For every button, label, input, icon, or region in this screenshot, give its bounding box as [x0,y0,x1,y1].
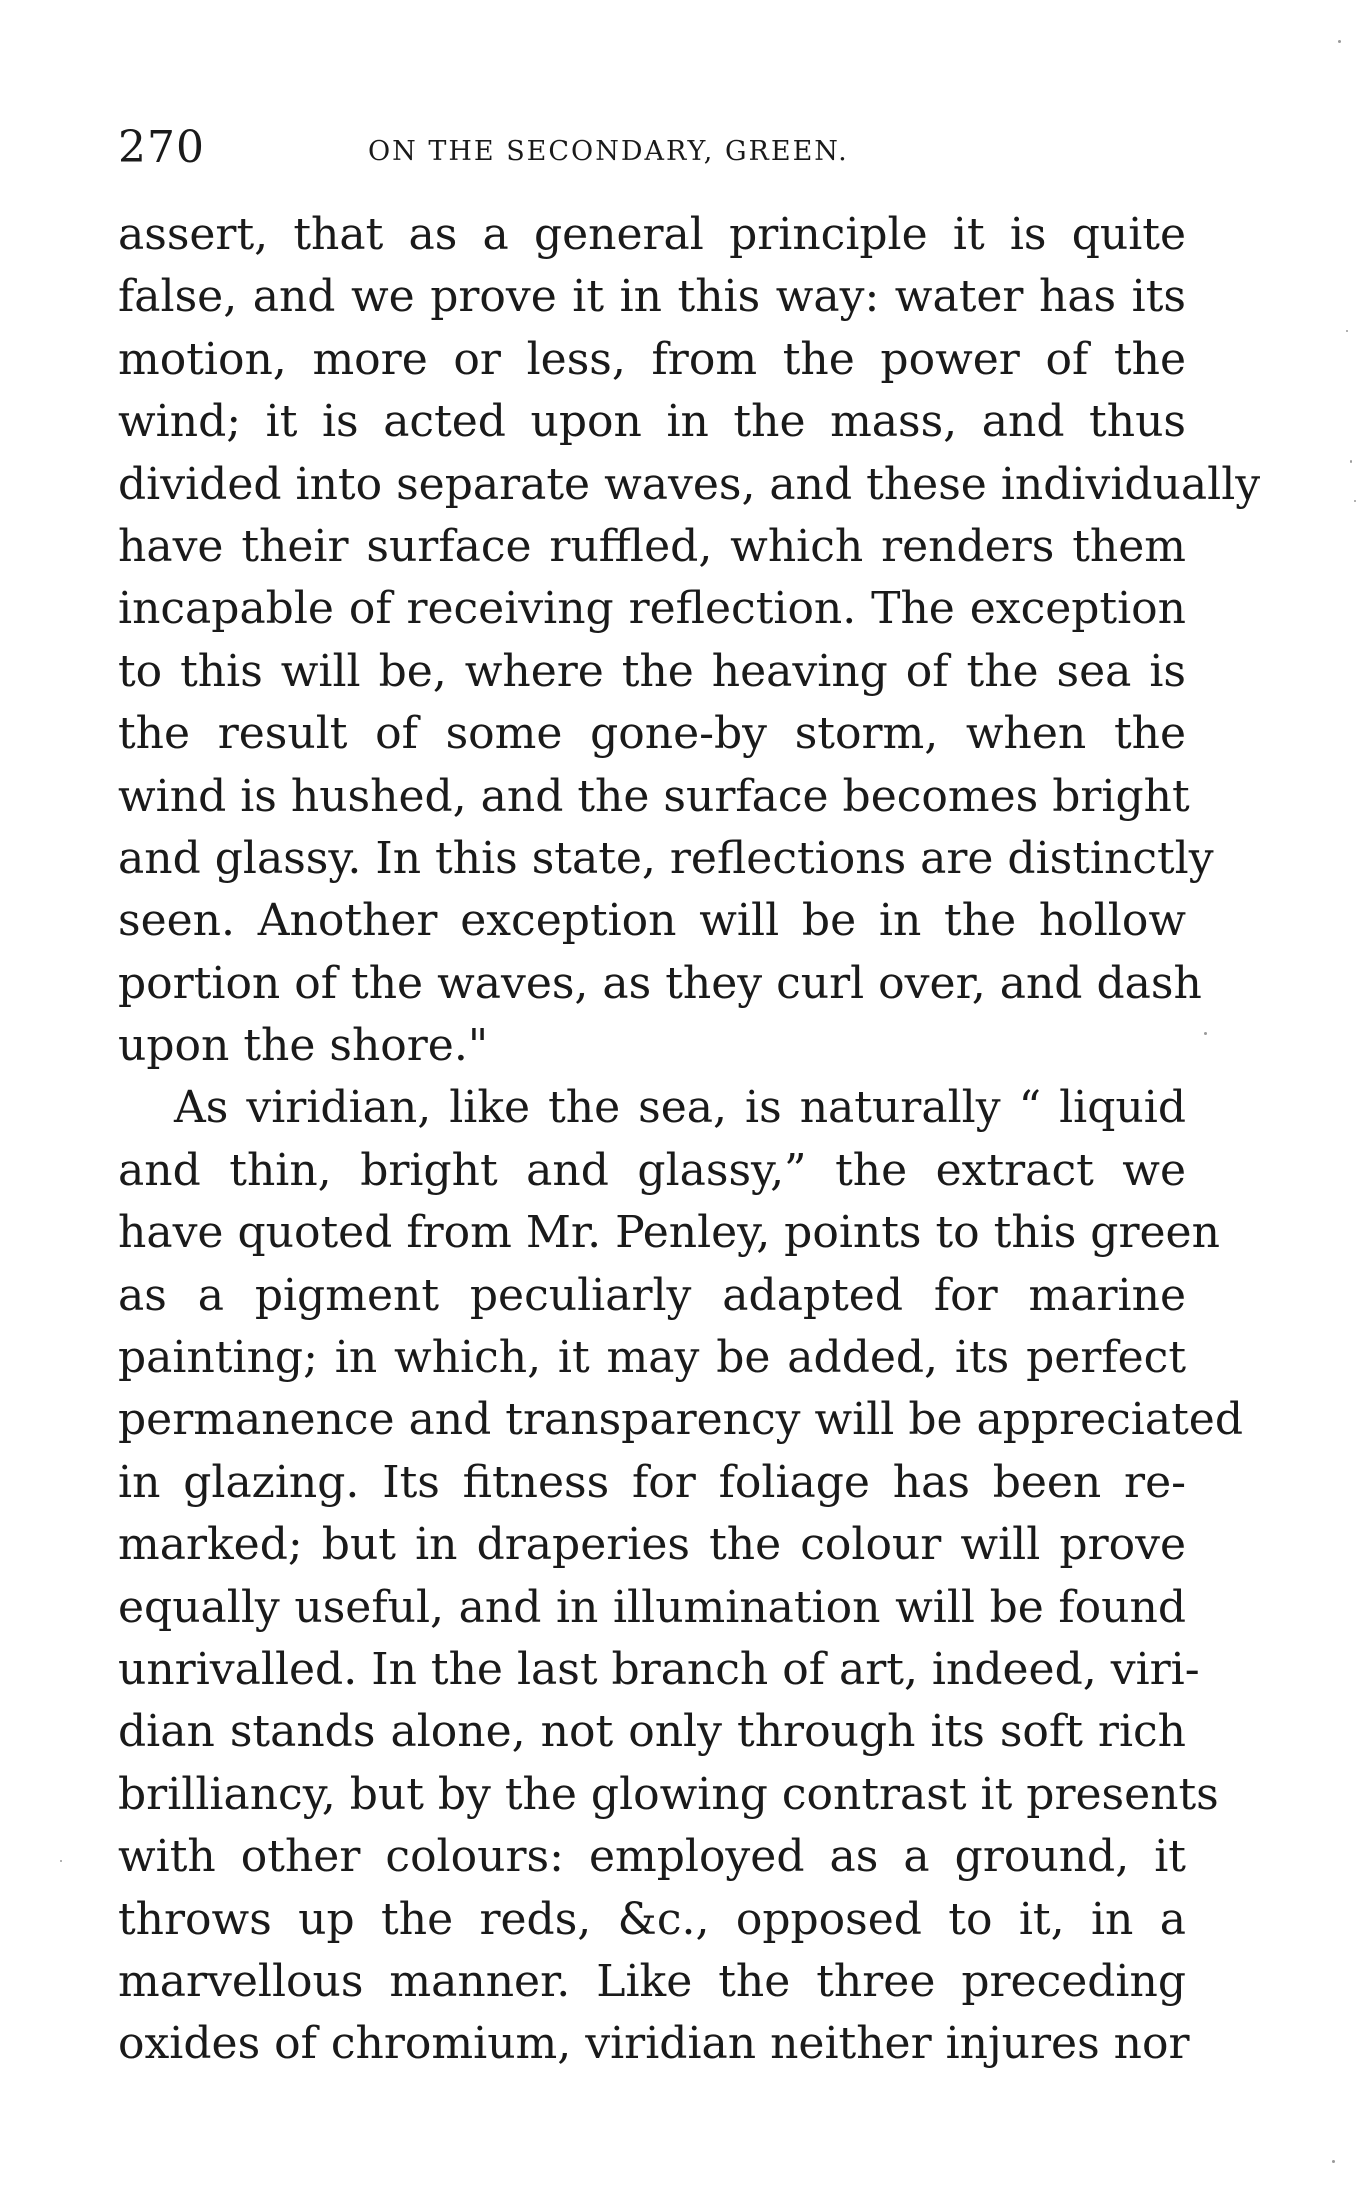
running-head [118,118,1198,178]
text-line: to this will be, where the heaving of the sea is [118,645,1186,697]
text-line: divided into separate waves, and these individually [118,458,1261,510]
text-line: have quoted from Mr. Penley, points to this green [118,1207,1220,1259]
paper-speck [1204,1032,1207,1035]
text-line: painting; in which, it may be added, its perfect [118,1332,1186,1384]
paper-speck [1338,40,1341,43]
paragraph-last-line: upon the shore." [118,1020,489,1072]
text-line: seen. Another exception will be in the hollow [118,895,1186,947]
text-line: permanence and transparency will be appreciated [118,1394,1243,1446]
text-line: wind is hushed, and the surface becomes bright [118,770,1190,822]
text-line: oxides of chromium, viridian neither injures nor [118,2018,1190,2070]
text-line: in glazing. Its fitness for foliage has been re- [118,1456,1186,1508]
text-line: with other colours: employed as a ground, it [118,1831,1186,1883]
text-line: incapable of receiving reflection. The exception [118,583,1186,635]
text-line: marked; but in draperies the colour will prove [118,1519,1186,1571]
paragraph-first-line: As viridian, like the sea, is naturally “ liquid [174,1082,1186,1134]
paper-speck [1332,2160,1335,2163]
body-text [118,204,1261,2076]
page-number: 270 [118,122,205,173]
text-line: motion, more or less, from the power of the [118,333,1186,385]
text-line: portion of the waves, as they curl over, and dash [118,957,1202,1009]
running-title: ON THE SECONDARY, GREEN. [368,136,849,167]
text-line: have their surface ruffled, which renders them [118,520,1186,572]
text-line: equally useful, and in illumination will be found [118,1581,1186,1633]
text-line: unrivalled. In the last branch of art, indeed, viri- [118,1643,1200,1695]
text-line: false, and we prove it in this way: water has its [118,271,1186,323]
text-line: wind; it is acted upon in the mass, and thus [118,396,1186,448]
text-line: and glassy. In this state, reflections are distinctly [118,832,1214,884]
paper-speck [1350,460,1352,463]
paper-speck [1346,330,1348,332]
text-line: assert, that as a general principle it is quite [118,209,1186,260]
text-line: the result of some gone-by storm, when the [118,708,1186,760]
text-line: throws up the reds, &c., opposed to it, in a [118,1893,1186,1945]
text-line: marvellous manner. Like the three preceding [118,1955,1186,2007]
text-line: and thin, bright and glassy,” the extract we [118,1144,1186,1196]
text-line: as a pigment peculiarly adapted for marine [118,1269,1186,1321]
paper-speck [60,1860,62,1862]
text-line: brilliancy, but by the glowing contrast it presents [118,1768,1219,1820]
text-line: dian stands alone, not only through its soft rich [118,1706,1186,1758]
paper-speck [1354,500,1356,502]
